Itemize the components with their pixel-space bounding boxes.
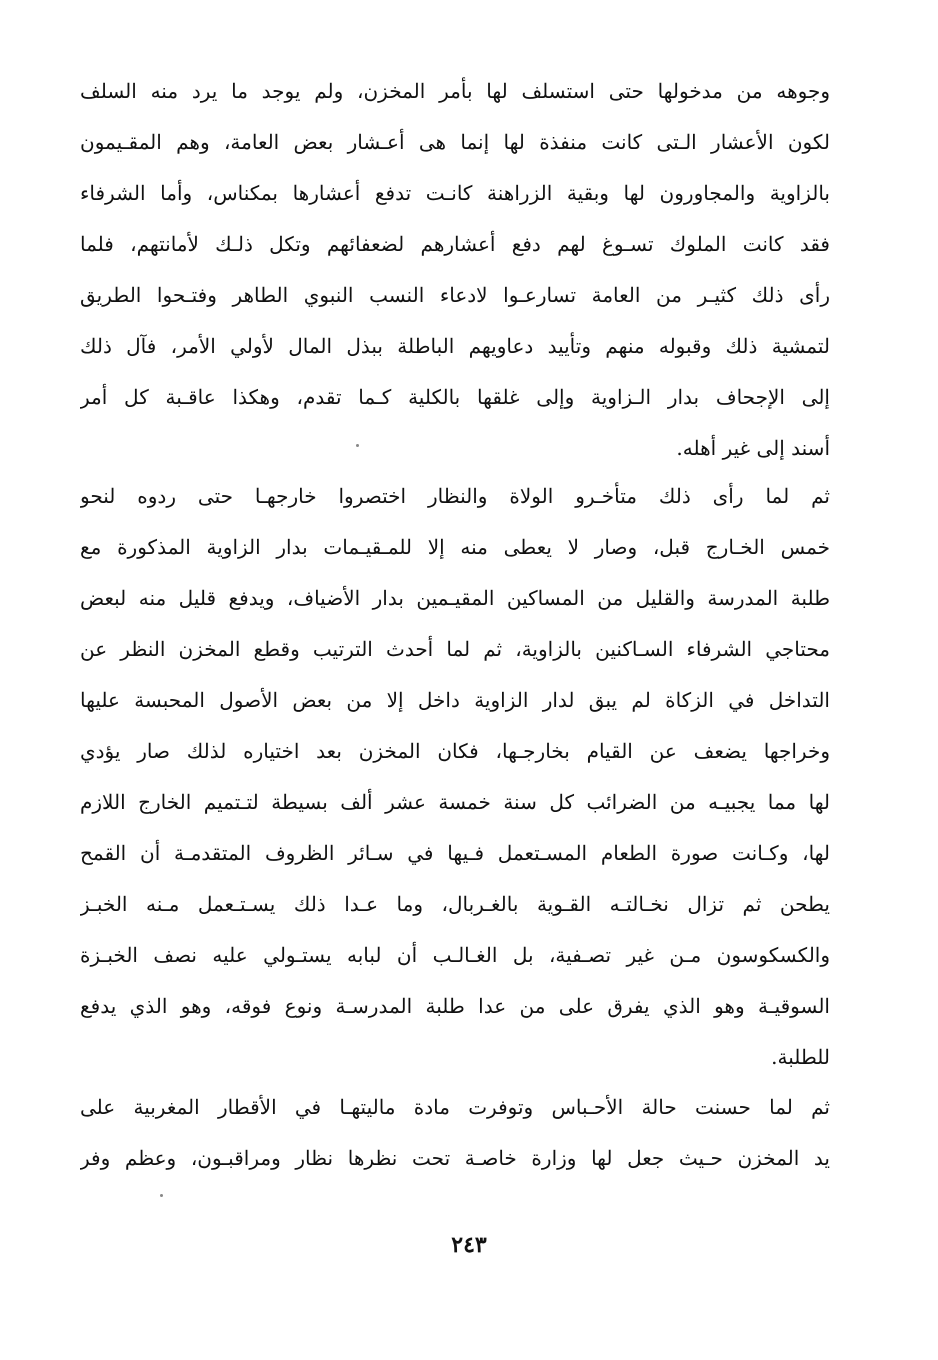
text-line: والكسكوسون مـن غير تصـفية، بل الغـالـب أن لبابه يستـولي عليه نصف الخبـزة: [80, 943, 830, 967]
text-line: لتمشية ذلك وقبوله منهم وتأييد دعاويهم الباطلة ببذل المال لأولي الأمر، فآل ذلك: [80, 334, 830, 358]
text-line: لها مما يجبيـه من الضرائب كل سنة خمسة عشر ألف بسيطة لتـتميم الخارج اللازم: [80, 790, 830, 814]
paragraph-2: [80, 471, 830, 1083]
text-line: ثم لما رأى ذلك متأخـرو الولاة والنظار اختصروا خارجهـا حتى ردوه لنحو: [80, 484, 830, 508]
paragraph-3: [80, 1082, 830, 1184]
text-line: إلى الإجحاف بدار الـزاوية وإلى غلقها بالكلية كـما تقدم، وهكذا عاقـبة كل أمر: [80, 385, 830, 409]
text-line: وجوهه من مدخولها حتى استسلف لها بأمر المخزن، ولم يوجد ما يرد منه السلف: [80, 79, 830, 103]
text-line: يد المخزن حـيث جعل لها وزارة خاصـة تحت نظرها نظار ومراقبـون، وعظم وفر: [80, 1146, 830, 1170]
text-line: السوقيـة وهو الذي يفرق على من عدا طلبة المدرسـة ونوع فوقه، وهو الذي يدفع: [80, 994, 830, 1018]
text-line: لكون الأعشار الـتى كانت منفذة لها إنما هى أعـشار بعض العامة، وهم المقـيمون: [80, 130, 830, 154]
text-line: خمس الخـارج قبل، وصار لا يعطى منه إلا للمـقيـمات بدار الزاوية المذكورة مع: [80, 535, 830, 559]
text-line: أسند إلى غير أهله.: [676, 436, 830, 460]
text-line: بالزاوية والمجاورون لها وبقية الزراهنة كانـت تدفع أعشارها بمكناس، وأما الشرفاء: [80, 181, 830, 205]
text-line: رأى ذلك كثيـر من العامة تسارعـوا لادعاء النسب النبوي الطاهر وفتـحوا الطريق: [80, 283, 830, 307]
text-line: محتاجي الشرفاء السـاكنين بالزاوية، ثم لما أحدث الترتيب وقطع المخزن النظر عن: [80, 637, 830, 661]
page-number: ٢٤٣: [451, 1232, 487, 1258]
text-line: طلبة المدرسة والقليل من المساكين المقيـمين بدار الأضياف، ويدفع قليل منه لبعض: [80, 586, 830, 610]
text-line: وخراجها يضعف عن القيام بخارجـها، فكان المخزن بعد اختياره لذلك صار يؤدي: [80, 739, 830, 763]
text-line: لها، وكـانت صورة الطعام المسـتعمل فـيها في سـائر الظروف المتقدمـة أن القمح: [80, 841, 830, 865]
text-line: يطحن ثم تزال نخـالتـه القـوية بالغـربال، وما عـدا ذلك يسـتـعمل مـنه الخبـز: [80, 892, 830, 916]
text-line: للطلبة.: [771, 1045, 830, 1069]
scan-speck: [356, 444, 359, 447]
text-line: ثم لما حسنت حالة الأحـباس وتوفرت مادة ماليتهـا في الأقطار المغربية على: [80, 1095, 830, 1119]
paragraph-1: [80, 66, 830, 474]
scan-speck: [160, 1194, 163, 1197]
text-line: فقد كانت الملوك تسـوغ لهم دفع أعشارهم لضعفائهم وتكل ذلـك لأمانتهم، فلما: [80, 232, 830, 256]
text-line: التداخل في الزكاة لم يبق لدار الزاوية داخل إلا من بعض الأصول المحبسة عليها: [80, 688, 830, 712]
